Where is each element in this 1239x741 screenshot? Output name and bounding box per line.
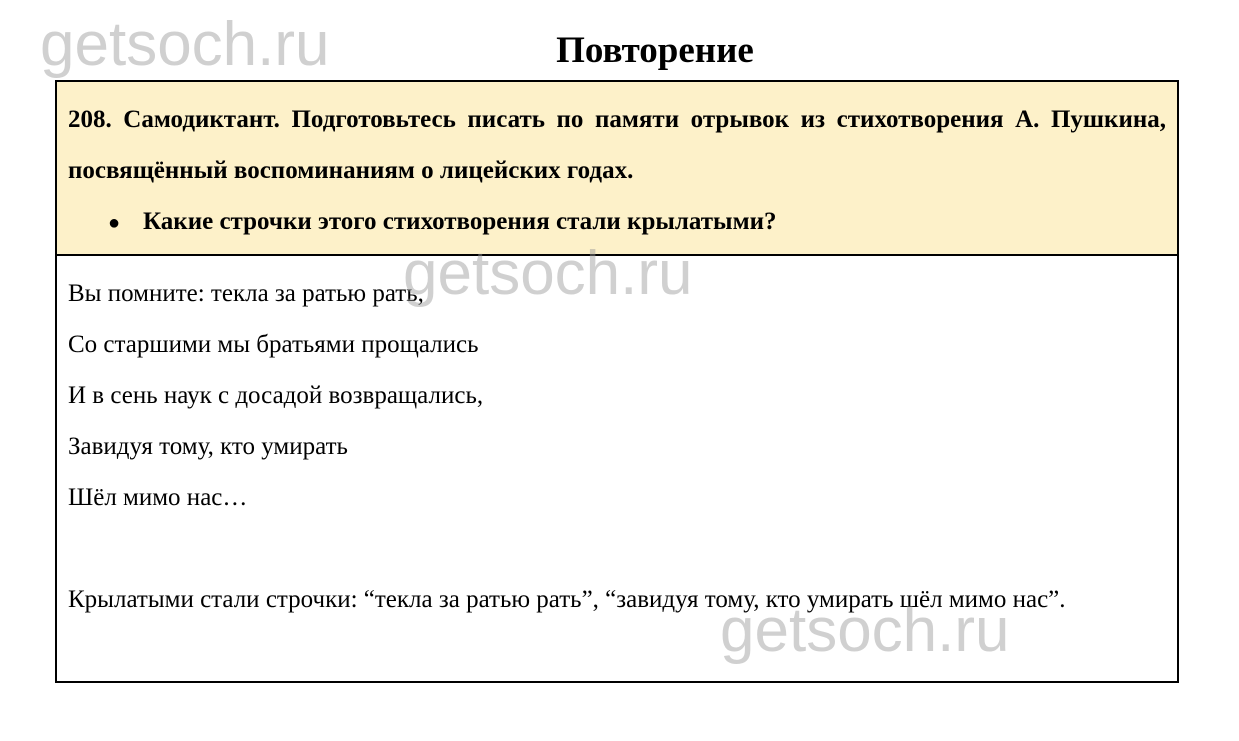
watermark: getsoch.ru xyxy=(720,596,1010,665)
poem-line: Шёл мимо нас… xyxy=(68,484,248,511)
task-question: 208. Самодиктант. Подготовьтесь писать по памяти отрывок из стихотворения А. Пушкина, посвящённый воспоминаниям о лицейских годах. xyxy=(68,106,1166,184)
answer-cell xyxy=(57,256,1177,625)
bullet-item xyxy=(68,196,1166,249)
bullet-text: Какие строчки этого стихотворения стали крылатыми? xyxy=(143,208,777,235)
poem-line: Со старшими мы братьями прощались xyxy=(68,331,479,358)
poem-line: И в сень наук с досадой возвращались, xyxy=(68,382,484,409)
spacer xyxy=(68,523,1166,574)
poem-line: Завидуя тому, кто умирать xyxy=(68,433,348,460)
answer-conclusion: Крылатыми стали строчки: “текла за ратью рать”, “завидуя тому, кто умирать шёл мимо нас”. xyxy=(68,586,1066,613)
bullet-icon: ● xyxy=(108,212,121,234)
task-table xyxy=(55,80,1179,683)
watermark: getsoch.ru xyxy=(403,239,693,308)
page-title: Повторение xyxy=(556,30,754,71)
poem-line: Вы помните: текла за ратью рать, xyxy=(68,280,424,307)
question-cell xyxy=(57,82,1177,256)
watermark: getsoch.ru xyxy=(40,10,330,79)
